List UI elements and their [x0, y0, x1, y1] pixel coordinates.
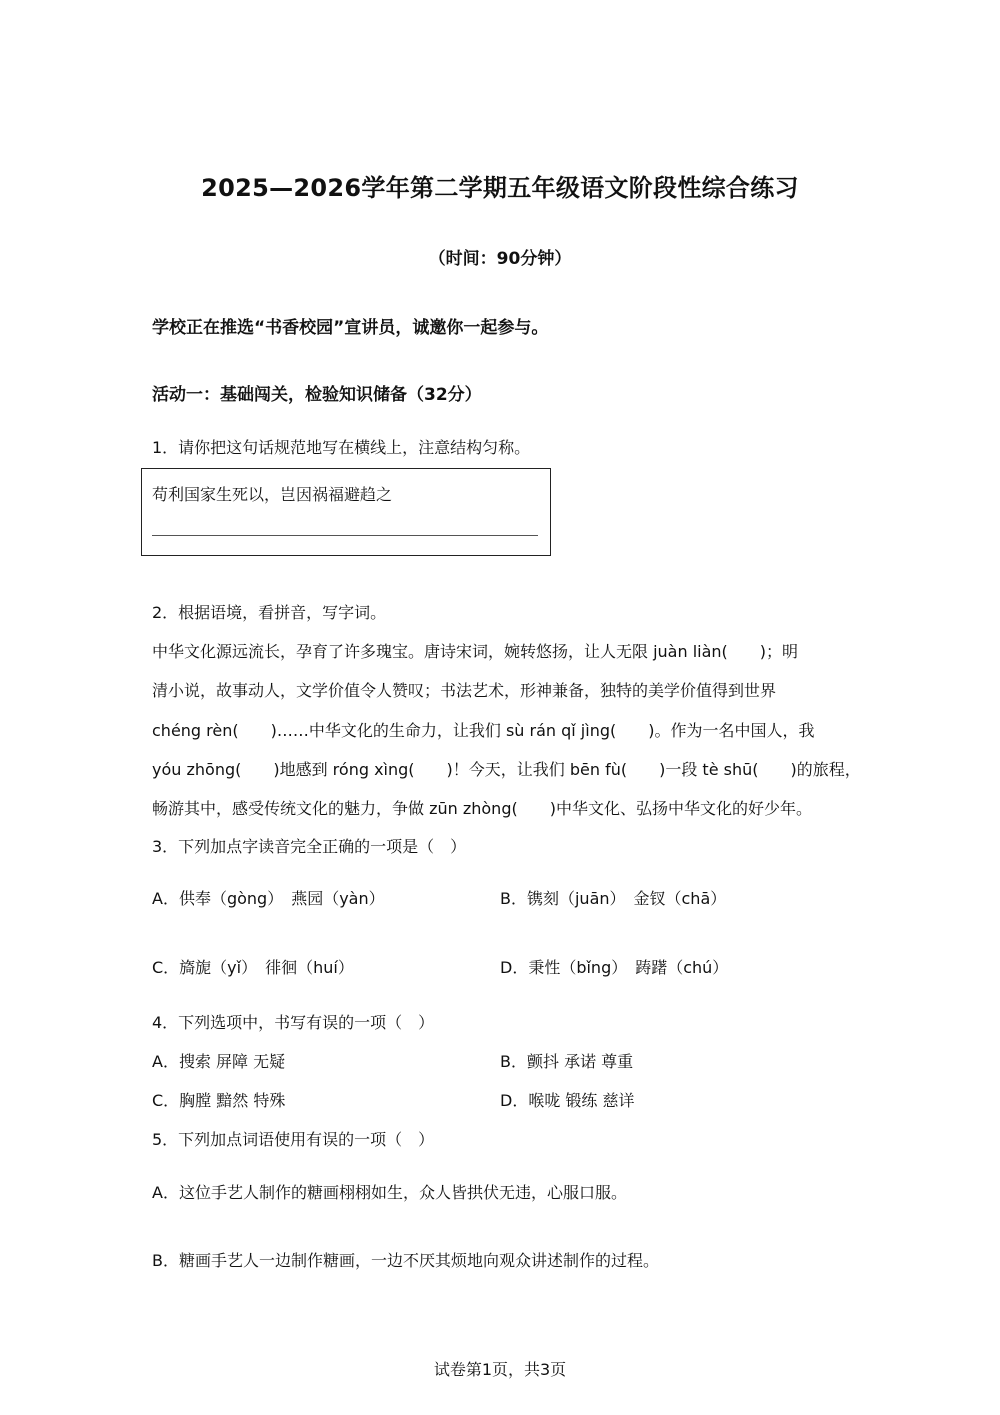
writing-line — [152, 535, 538, 536]
question-2-prompt: 2．根据语境，看拼音，写字词。 — [152, 603, 387, 622]
passage-line: yóu zhōng( )地感到 róng xìng( )！今天，让我们 bēn fù( )一段 tè shū( )的旅程， — [152, 760, 861, 779]
q5-option-a[interactable]: A．这位手艺人制作的糖画栩栩如生，众人皆拱伏无违，心服口服。 — [152, 1183, 627, 1202]
q4-option-b[interactable]: B．颤抖 承诺 尊重 — [500, 1052, 634, 1071]
q4-option-c[interactable]: C．胸膛 黯然 特殊 — [152, 1091, 286, 1110]
passage-line: 畅游其中，感受传统文化的魅力，争做 zūn zhòng( )中华文化、弘扬中华文化的好少年。 — [152, 799, 812, 818]
question-3-prompt: 3．下列加点字读音完全正确的一项是（ ） — [152, 837, 467, 856]
q4-option-d[interactable]: D．喉咙 锻练 慈详 — [500, 1091, 635, 1110]
model-sentence: 苟利国家生死以，岂因祸福避趋之 — [152, 485, 393, 504]
exam-duration: （时间：90分钟） — [428, 249, 572, 269]
q3-option-d[interactable]: D．秉性（bǐng） 踌躇（chú） — [500, 958, 729, 977]
question-1-prompt: 1．请你把这句话规范地写在横线上，注意结构匀称。 — [152, 438, 531, 457]
q3-option-c[interactable]: C．旖旎（yǐ） 徘徊（huí） — [152, 958, 354, 977]
q3-option-b[interactable]: B．镌刻（juān） 金钗（chā） — [500, 889, 727, 908]
page-footer: 试卷第1页，共3页 — [433, 1360, 567, 1379]
q3-option-a[interactable]: A．供奉（gòng） 燕园（yàn） — [152, 889, 385, 908]
exam-title: 2025—2026学年第二学期五年级语文阶段性综合练习 — [201, 174, 799, 202]
q5-option-b[interactable]: B．糖画手艺人一边制作糖画，一边不厌其烦地向观众讲述制作的过程。 — [152, 1251, 659, 1270]
question-4-prompt: 4．下列选项中，书写有误的一项（ ） — [152, 1013, 435, 1032]
passage-line: 清小说，故事动人，文学价值令人赞叹；书法艺术，形神兼备，独特的美学价值得到世界 — [152, 681, 777, 700]
passage-line: chéng rèn( )……中华文化的生命力，让我们 sù rán qǐ jìng( )。作为一名中国人，我 — [152, 721, 815, 740]
question-5-prompt: 5．下列加点词语使用有误的一项（ ） — [152, 1130, 435, 1149]
writing-box — [141, 468, 551, 556]
passage-line: 中华文化源远流长，孕育了许多瑰宝。唐诗宋词，婉转悠扬，让人无限 juàn liàn( )；明 — [152, 642, 799, 661]
intro-text: 学校正在推选“书香校园”宣讲员，诚邀你一起参与。 — [152, 318, 549, 338]
q4-option-a[interactable]: A．搜索 屏障 无疑 — [152, 1052, 286, 1071]
section-heading: 活动一：基础闯关，检验知识储备（32分） — [152, 385, 482, 405]
